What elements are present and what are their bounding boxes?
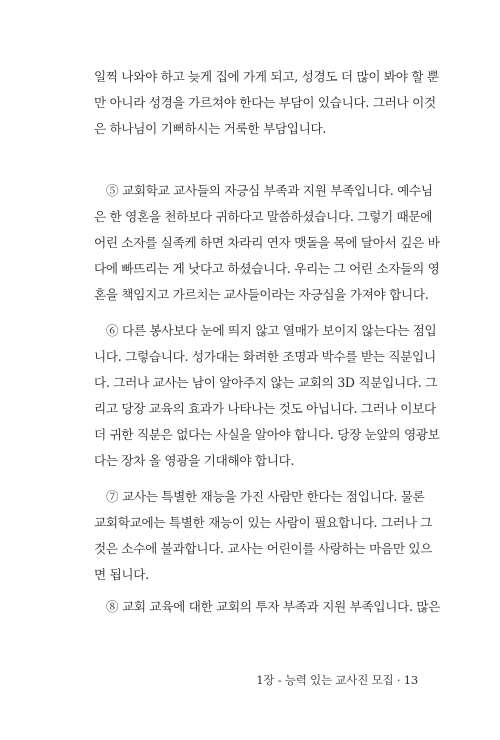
text-line: 리고 당장 교육의 효과가 나타나는 것도 아닙니다. 그러나 이보다 [94,401,436,416]
text-line: 혼을 책임지고 가르치는 교사들이라는 자긍심을 가져야 합니다. [94,287,429,302]
paragraph-item-7 [94,484,425,510]
text-line: ⑦ 교사는 특별한 재능을 가진 사람만 한다는 점입니다. 물론 [106,489,425,504]
text-line: 교회학교에는 특별한 재능이 있는 사람이 필요합니다. 그러나 그 [94,515,433,530]
paragraph-continuation [94,64,439,142]
text-line: ⑥ 다른 봉사보다 눈에 띄지 않고 열매가 보이지 않는다는 점입 [106,323,437,338]
text-line: 은 하나님이 기뻐하시는 거룩한 부담입니다. [94,121,327,136]
paragraph-item-5 [94,178,433,204]
paragraph-item-5-body [94,204,440,308]
text-line: 다에 빠뜨리는 게 낫다고 하셨습니다. 우리는 그 어린 소자들의 영 [94,261,440,276]
text-line: 니다. 그렇습니다. 성가대는 화려한 조명과 박수를 받는 직분입니 [94,349,436,364]
text-line: 것은 소수에 불과합니다. 교사는 어린이를 사랑하는 마음만 있으 [94,541,433,556]
running-header-footer: 1장 - 능력 있는 교사진 모집 · 13 [256,673,418,687]
paragraph-item-6-body [94,344,440,474]
text-line: ⑧ 교회 교육에 대한 교회의 투자 부족과 지원 부족입니다. 많은 [106,599,441,614]
text-line: 일찍 나와야 하고 늦게 집에 가게 되고, 성경도 더 많이 봐야 할 뿐 [94,69,439,84]
text-line: 면 됩니다. [94,567,149,582]
text-line: 다. 그러나 교사는 남이 알아주지 않는 교회의 3D 직분입니다. 그 [94,375,438,390]
text-line: 다는 장차 올 영광을 기대해야 합니다. [94,453,295,468]
text-line: 은 한 영혼을 천하보다 귀하다고 말씀하셨습니다. 그렇기 때문에 [94,209,433,224]
paragraph-item-6 [94,318,437,344]
paragraph-item-7-body [94,510,433,588]
text-line: 어린 소자를 실족케 하면 차라리 연자 맷돌을 목에 달아서 깊은 바 [94,235,440,250]
text-line: 만 아니라 성경을 가르쳐야 한다는 부담이 있습니다. 그러나 이것 [94,95,436,110]
text-line: ⑤ 교회학교 교사들의 자긍심 부족과 지원 부족입니다. 예수님 [106,183,433,198]
text-line: 더 귀한 직분은 없다는 사실을 알아야 합니다. 당장 눈앞의 영광보 [94,427,440,442]
paragraph-item-8 [94,594,441,620]
